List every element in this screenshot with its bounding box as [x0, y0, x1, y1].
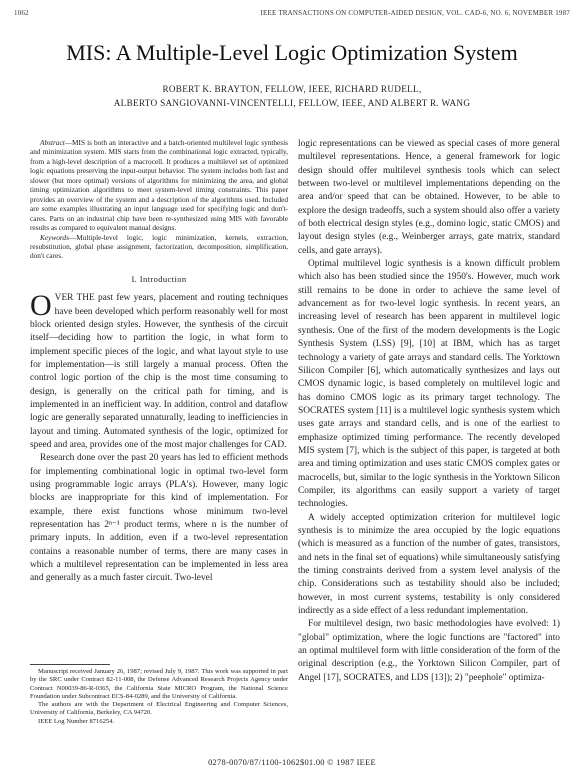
abstract-text: —MIS is both an interactive and a batch-oriented multilevel logic synthesis and minimization system. MIS starts from the combinational logic extracted, typically, from a high-level description of a macrocell. It produces a multilevel set of optimized logic equations preserving the input-output behavior. The system includes both fast and slower (but more optimal) versions of algorithms for minimizing the area, and global timing optimization algorithms to meet system-level timing constraints. This paper provides an overview of the system and a description of the algorithms used. Included are some examples illustrating an input language used for specifying logic and don't-cares. Parts on an industrial chip have been re-synthesized using MIS with favorable results as compared to equivalent manual designs.: [30, 138, 288, 233]
footnote-affiliation: The authors are with the Department of Electrical Engineering and Computer Sciences, University of California, Berkeley, CA 94720.: [30, 701, 288, 717]
page-number: 1062: [14, 9, 29, 17]
paper-title: MIS: A Multiple-Level Logic Optimization System: [66, 40, 518, 65]
footnote: [30, 664, 288, 726]
abstract-label: Abstract: [40, 138, 65, 147]
author-line-2: ALBERTO SANGIOVANNI-VINCENTELLI, FELLOW, IEEE, AND ALBERT R. WANG: [113, 98, 471, 108]
right-paragraph-1: logic representations can be viewed as special cases of more general multilevel representations. Hence, a general framework for logic design should offer multilevel synthesis tools which can select between two-level or multilevel implementations depending on the area and/or speed that can be obtained. However, to be able to explore the design tradeoffs, such a system should also offer a variety of both electrical design styles (e.g., domino logic, static CMOS) and layout design styles (e.g., Weinberger arrays, gate matrix, standard cells, and gate arrays).: [298, 139, 560, 256]
index-terms: [30, 233, 288, 261]
right-paragraph-2: Optimal multilevel logic synthesis is a known difficult problem which also has been studied since the 1950's. However, much work still remains to be done in order to achieve the same level of advancement as for two-level logic synthesis. In recent years, an increasing level of research has been apparent in multilevel logic synthesis. One of the first of the modern developments is the Logic Synthesis System (LSS) [9], [10] at IBM, which has as target technology a variety of gate arrays and standard cells. The Yorktown Silicon Compiler [6], which automatically synthesizes and lays out CMOS dynamic logic, is based completely on multilevel logic and has domino CMOS logic as its primary target technology. The SOCRATES system [11] is a multilevel logic synthesis system which uses gate arrays and standard cells, and is one of the earliest to emphasize optimized timing performance. The recently developed MIS system [7], which is the subject of this paper, is targeted at both area and timing optimization and uses static CMOS complex gates or macrocells, but, similar to the logic synthesis in the Yorktown Silicon Compiler, its algorithms can easily support a variety of target technologies.: [298, 259, 560, 510]
keywords-label: Keywords: [40, 232, 69, 242]
footnote-manuscript: Manuscript received January 26, 1987; revised July 9, 1987. This work was supported in part by the SRC under Contract 82-11-008, the Defense Advanced Research Projects Agency under Contract N00039-86-R-0365, the California State MICRO Program, the National Science Foundation under Subcontract ECS-84-0289, and the University of California.: [30, 668, 288, 700]
author-list: [0, 82, 584, 110]
author-line-1: ROBERT K. BRAYTON, FELLOW, IEEE, RICHARD RUDELL,: [162, 84, 422, 94]
drop-cap: O: [30, 289, 52, 323]
footnote-log-number: IEEE Log Number 8716254.: [38, 717, 115, 725]
intro-paragraph-2: Research done over the past 20 years has led to efficient methods for implementing combinational logic in optimal two-level form using programmable logic arrays (PLA's). However, many logic blocks are inappropriate for this kind of implementation. For example, there exist functions whose minimum two-level representation has 2ⁿ⁻¹ product terms, where n is the number of primary inputs. In addition, even if a two-level representation contains a reasonable number of terms, there are many cases in which a multilevel representation can be implemented in less area and generally as a much faster circuit. Two-level: [30, 453, 288, 584]
running-head: [14, 9, 570, 19]
copyright-line: 0278-0070/87/1100-1062$01.00 © 1987 IEEE: [208, 758, 376, 767]
right-column: [298, 138, 560, 685]
journal-header: IEEE TRANSACTIONS ON COMPUTER-AIDED DESIGN, VOL. CAD-6, NO. 6, NOVEMBER 1987: [260, 9, 570, 17]
abstract: [30, 138, 288, 233]
right-paragraph-3: A widely accepted optimization criterion for multilevel logic synthesis is to minimize the area occupied by the logic equations (which is measured as a function of the number of gates, transistors, and nets in the final set of equations) while simultaneously satisfying the timing constraints derived from a system level analysis of the chip. Considerations such as testability should also be included; however, in most current systems, testability is only considered indirectly as a side effect of a less redundant implementation.: [298, 512, 560, 617]
footnote-rule: [30, 664, 110, 665]
right-paragraph-4: For multilevel design, two basic methodologies have evolved: 1) "global" optimization, where the logic functions are "factored" into an optimal multilevel form with little consideration of the form of the original description (e.g., the Yorktown Silicon Compiler, part of Angel [17], SOCRATES, and LDS [13]); 2) "peephole" optimiza-: [298, 619, 560, 683]
section-heading: I. Introduction: [131, 273, 187, 284]
intro-paragraph-1: [30, 289, 288, 452]
left-column: [30, 138, 288, 586]
intro-paragraph-1-text: VER THE past few years, placement and routing techniques have been developed which perform reasonably well for most block oriented design styles. However, the synthesis of the circuit itself—deciding how to partition the logic, in what form to implement specific pieces of the logic, and what layout style to use for implementation—is still largely a manual process. Often the control logic portion of the chip is the most time consuming to design, is generally on the critical path for timing, and is implemented in an inefficient way. In addition, control and dataflow logic are generally separated unnaturally, leading to inefficiencies in layout and timing. Automated synthesis of the logic, optimized for speed and area, provides one of the most major challenges for CAD.: [30, 293, 288, 451]
keywords-text: —Multiple-level logic, logic minimization, kernels, extraction, resubstitution, global phase assignment, factorization, decomposition, simplification, don't cares.: [30, 232, 288, 261]
